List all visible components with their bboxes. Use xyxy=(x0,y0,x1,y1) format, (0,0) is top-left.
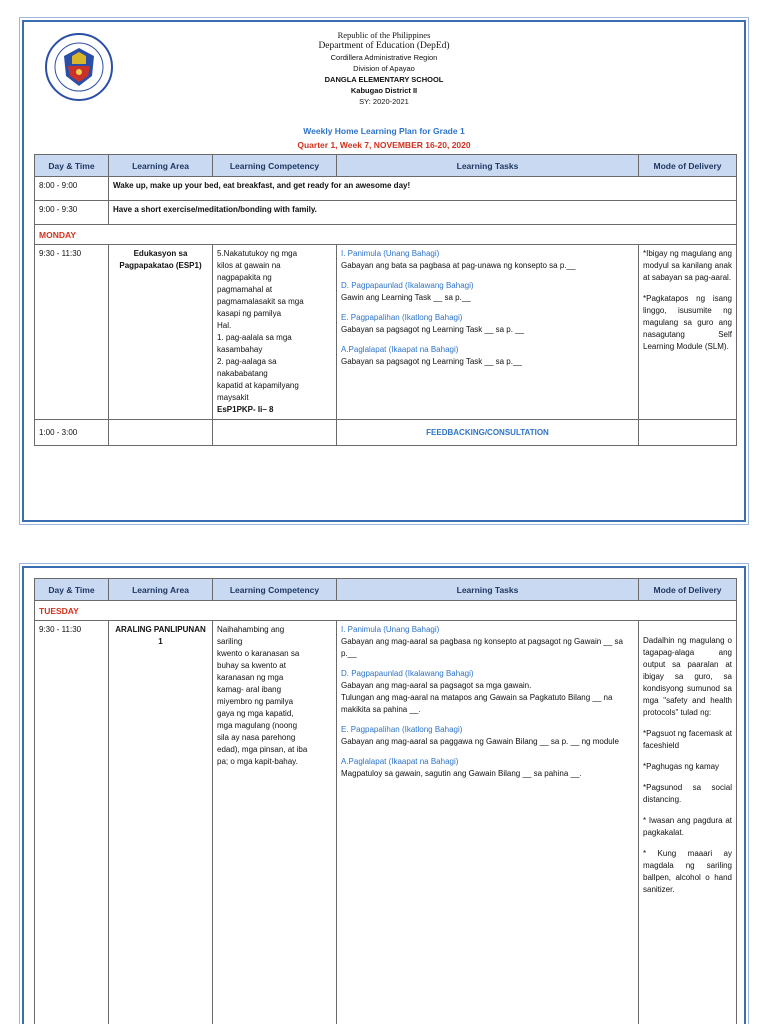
task-heading: A.Paglalapat (Ikaapat na Bahagi) xyxy=(341,757,459,766)
time-cell: 9:30 - 11:30 xyxy=(35,621,109,1024)
task-block xyxy=(341,312,634,336)
school-header xyxy=(24,30,744,107)
task-block xyxy=(341,668,634,716)
table-row xyxy=(35,177,737,201)
task-text: Gabayan sa pagsagot ng Learning Task __ sa p. __ xyxy=(341,325,525,334)
competency-line: buhay sa kwento at xyxy=(217,661,286,670)
empty-cell xyxy=(639,420,737,446)
task-heading: D. Pagpapaunlad (Ikalawang Bahagi) xyxy=(341,669,474,678)
mode-text: *Pagsuot ng facemask at faceshield xyxy=(643,729,732,750)
plan-title: Weekly Home Learning Plan for Grade 1 xyxy=(303,126,465,136)
table-row xyxy=(35,201,737,225)
task-heading: I. Panimula (Unang Bahagi) xyxy=(341,625,440,634)
learning-tasks-cell xyxy=(337,245,639,420)
competency-line: miyembro ng pamilya xyxy=(217,697,294,706)
competency-code: EsP1PKP- Ii– 8 xyxy=(217,405,274,414)
task-block xyxy=(341,756,634,780)
time-cell: 9:00 - 9:30 xyxy=(35,201,109,225)
competency-line: kwento o karanasan sa xyxy=(217,649,300,658)
mode-text: *Pagkatapos ng isang linggo, isusumite ng magulang sa guro ang nasagutang Self Learning Module (SLM). xyxy=(643,294,732,351)
time-cell: 9:30 - 11:30 xyxy=(35,245,109,420)
competency-line: pa; o mga kapit-bahay. xyxy=(217,757,298,766)
task-text: Gabayan ang mag-aaral sa pagbasa ng konsepto at pagsagot ng Gawain __ sa p.__ xyxy=(341,637,623,658)
mode-text: * Kung maaari ay magdala ng sariling ballpen, alcohol o hand sanitizer. xyxy=(643,849,732,894)
competency-line: maysakit xyxy=(217,393,249,402)
task-heading: D. Pagpapaunlad (Ikalawang Bahagi) xyxy=(341,281,474,290)
region-line: Cordillera Administrative Region xyxy=(330,53,438,62)
empty-cell xyxy=(109,420,213,446)
competency-line: mga magulang (noong xyxy=(217,721,298,730)
competency-line: nakababatang xyxy=(217,369,268,378)
learning-tasks-cell xyxy=(337,621,639,1024)
learning-area-cell: ARALING PANLIPUNAN 1 xyxy=(109,621,213,1024)
day-label-tuesday: TUESDAY xyxy=(35,601,737,621)
competency-line: nagpapakita ng xyxy=(217,273,272,282)
plan-table-1 xyxy=(34,154,737,446)
task-text: Gawin ang Learning Task __ sa p.__ xyxy=(341,293,471,302)
mode-text: * Iwasan ang pagdura at pagkakalat. xyxy=(643,816,732,837)
competency-line: 5.Nakatutukoy ng mga xyxy=(217,249,298,258)
col-day-time: Day & Time xyxy=(35,579,109,601)
task-block xyxy=(341,344,634,368)
competency-line: 2. pag-aalaga sa xyxy=(217,357,277,366)
table-row xyxy=(35,420,737,446)
department-line: Department of Education (DepEd) xyxy=(318,41,450,51)
school-name: DANGLA ELEMENTARY SCHOOL xyxy=(324,75,444,84)
competency-line: kasambahay xyxy=(217,345,263,354)
time-cell: 8:00 - 9:00 xyxy=(35,177,109,201)
division-line: Division of Apayao xyxy=(353,64,415,73)
competency-line: karanasan ng mga xyxy=(217,673,284,682)
col-learning-tasks: Learning Tasks xyxy=(337,579,639,601)
task-text: Gabayan ang mag-aaral sa pagsagot sa mga gawain. Tulungan ang mag-aaral na matapos ang Gawain sa Pagkatuto Bilang __ na makikita sa pahina __. xyxy=(341,681,613,714)
feedbacking-cell: FEEDBACKING/CONSULTATION xyxy=(337,420,639,446)
task-block xyxy=(341,280,634,304)
task-heading: A.Paglalapat (Ikaapat na Bahagi) xyxy=(341,345,459,354)
mode-of-delivery-cell xyxy=(639,245,737,420)
col-learning-competency: Learning Competency xyxy=(213,579,337,601)
plan-table-2 xyxy=(34,578,737,1024)
task-text: Gabayan ang mag-aaral sa paggawa ng Gawain Bilang __ sa p. __ ng module xyxy=(341,737,619,746)
republic-line: Republic of the Philippines xyxy=(337,30,431,40)
competency-line: Naihahambing ang xyxy=(217,625,285,634)
task-block xyxy=(341,248,634,272)
competency-line: 1. pag-aalala sa mga xyxy=(217,333,292,342)
table-header-row xyxy=(35,579,737,601)
school-year: SY: 2020-2021 xyxy=(359,97,409,106)
mode-text: Dadalhin ng magulang o tagapag-alaga ang output sa paaralan at ibigay sa guro, sa kondisyong sumunod sa mga "safety and health protocols" tulad ng: xyxy=(643,636,732,717)
task-text: Gabayan sa pagsagot ng Learning Task __ sa p.__ xyxy=(341,357,522,366)
competency-line: pagmamahal at xyxy=(217,285,273,294)
competency-line: gaya ng mga kapatid, xyxy=(217,709,294,718)
mode-text: *Ibigay ng magulang ang modyul sa kanilang anak at sabayan sa pag-aaral. xyxy=(643,249,732,282)
competency-line: kapatid at kapamilyang xyxy=(217,381,299,390)
col-learning-tasks: Learning Tasks xyxy=(337,155,639,177)
col-mode-of-delivery: Mode of Delivery xyxy=(639,155,737,177)
time-cell: 1:00 - 3:00 xyxy=(35,420,109,446)
plan-page-2 xyxy=(22,566,746,1024)
competency-line: kilos at gawain na xyxy=(217,261,281,270)
col-learning-competency: Learning Competency xyxy=(213,155,337,177)
task-text: Gabayan ang bata sa pagbasa at pag-unawa ng konsepto sa p.__ xyxy=(341,261,576,270)
task-heading: I. Panimula (Unang Bahagi) xyxy=(341,249,440,258)
competency-cell xyxy=(213,621,337,1024)
table-header-row xyxy=(35,155,737,177)
competency-line: pagmamalasakit sa mga xyxy=(217,297,304,306)
day-row xyxy=(35,225,737,245)
district-line: Kabugao District II xyxy=(350,86,418,95)
competency-line: kasapi ng pamilya xyxy=(217,309,282,318)
table-row xyxy=(35,245,737,420)
day-label-monday: MONDAY xyxy=(35,225,737,245)
general-activity: Wake up, make up your bed, eat breakfast, and get ready for an awesome day! xyxy=(109,177,737,201)
learning-area-cell: Edukasyon sa Pagpapakatao (ESP1) xyxy=(109,245,213,420)
competency-line: sariling xyxy=(217,637,243,646)
day-row xyxy=(35,601,737,621)
competency-cell xyxy=(213,245,337,420)
competency-line: sila ay nasa parehong xyxy=(217,733,296,742)
col-day-time: Day & Time xyxy=(35,155,109,177)
task-text: Magpatuloy sa gawain, sagutin ang Gawain Bilang __ sa pahina __. xyxy=(341,769,582,778)
empty-cell xyxy=(213,420,337,446)
plan-page-1 xyxy=(22,20,746,522)
col-learning-area: Learning Area xyxy=(109,155,213,177)
task-block xyxy=(341,724,634,748)
competency-line: edad), mga pinsan, at iba xyxy=(217,745,308,754)
mode-text: *Paghugas ng kamay xyxy=(643,762,720,771)
competency-line: Hal. xyxy=(217,321,232,330)
task-heading: E. Pagpapalihan (Ikatlong Bahagi) xyxy=(341,725,463,734)
col-mode-of-delivery: Mode of Delivery xyxy=(639,579,737,601)
general-activity: Have a short exercise/meditation/bonding with family. xyxy=(109,201,737,225)
mode-of-delivery-cell xyxy=(639,621,737,1024)
col-learning-area: Learning Area xyxy=(109,579,213,601)
mode-text: *Pagsunod sa social distancing. xyxy=(643,783,732,804)
plan-subtitle: Quarter 1, Week 7, NOVEMBER 16-20, 2020 xyxy=(297,140,471,150)
table-row xyxy=(35,621,737,1024)
task-block xyxy=(341,624,634,660)
task-heading: E. Pagpapalihan (Ikatlong Bahagi) xyxy=(341,313,463,322)
competency-line: kamag- aral ibang xyxy=(217,685,282,694)
